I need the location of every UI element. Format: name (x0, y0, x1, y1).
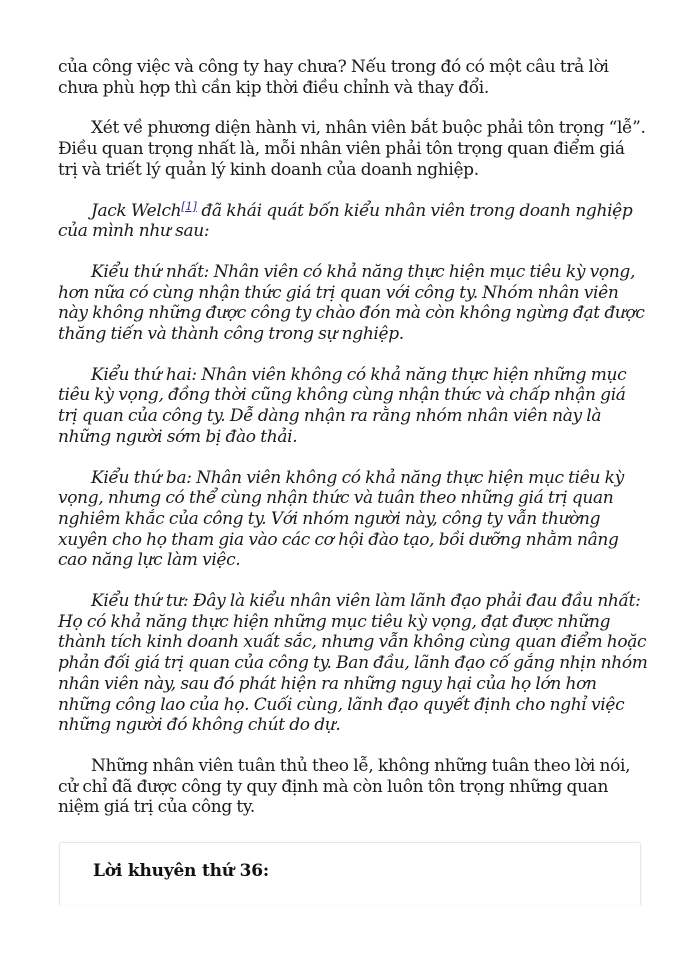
paragraph-type-two: Kiểu thứ hai: Nhân viên không có khả năng thực hiện những mục tiêu kỳ vọng, đồng thời cũng không cùng nhận thức và chấp nhận giá trị quan của công ty. Dễ dàng nhận ra rằng nhóm nhân viên này là những người sớm bị đào thải. (58, 364, 627, 447)
document-body (58, 57, 648, 838)
paragraph-continuation: của công việc và công ty hay chưa? Nếu trong đó có một câu trả lời chưa phù hợp thì cần kịp thời điều chỉnh và thay đổi. (58, 57, 609, 98)
tip-box (59, 842, 641, 905)
paragraph-jack-welch-intro (58, 201, 648, 242)
footnote-link[interactable]: [1] (181, 199, 197, 213)
paragraph-type-four: Kiểu thứ tư: Đây là kiểu nhân viên làm lãnh đạo phải đau đầu nhất: Họ có khả năng thực hiện những mục tiêu kỳ vọng, đạt được những thành tích kinh doanh xuất sắc, nhưng vẫn không cùng quan điểm hoặc phản đối giá trị quan của công ty. Ban đầu, lãnh đạo cố gắng nhịn nhóm nhân viên này, sau đó phát hiện ra những nguy hại của họ lớn hơn những công lao của họ. Cuối cùng, lãnh đạo quyết định cho nghỉ việc những người đó không chút do dự. (58, 591, 648, 736)
paragraph-type-three: Kiểu thứ ba: Nhân viên không có khả năng thực hiện mục tiêu kỳ vọng, nhưng có thể cùng nhận thức và tuân theo những giá trị quan nghiêm khắc của công ty. Với nhóm người này, công ty vẫn thường xuyên cho họ tham gia vào các cơ hội đào tạo, bồi dưỡng nhằm nâng cao năng lực làm việc. (58, 467, 624, 571)
paragraph-type-one: Kiểu thứ nhất: Nhân viên có khả năng thực hiện mục tiêu kỳ vọng, hơn nữa có cùng nhận thức giá trị quan với công ty. Nhóm nhân viên này không những được công ty chào đón mà còn không ngừng đạt được thăng tiến và thành công trong sự nghiệp. (58, 261, 645, 345)
jack-welch-intro-text: đã khái quát bốn kiểu nhân viên trong doanh nghiệp của mình như sau: (58, 200, 633, 242)
paragraph-conclusion: Những nhân viên tuân thủ theo lễ, không những tuân theo lời nói, cử chỉ đã được công ty quy định mà còn luôn tôn trọng những quan niệm giá trị của công ty. (58, 755, 631, 818)
paragraph-respect-rites: Xét về phương diện hành vi, nhân viên bắt buộc phải tôn trọng “lễ”. Điều quan trọng nhất là, mỗi nhân viên phải tôn trọng quan điểm giá trị và triết lý quản lý kinh doanh của doanh nghiệp. (58, 118, 646, 180)
jack-welch-name: Jack Welch (91, 200, 182, 221)
tip-title: Lời khuyên thứ 36: (93, 861, 269, 881)
